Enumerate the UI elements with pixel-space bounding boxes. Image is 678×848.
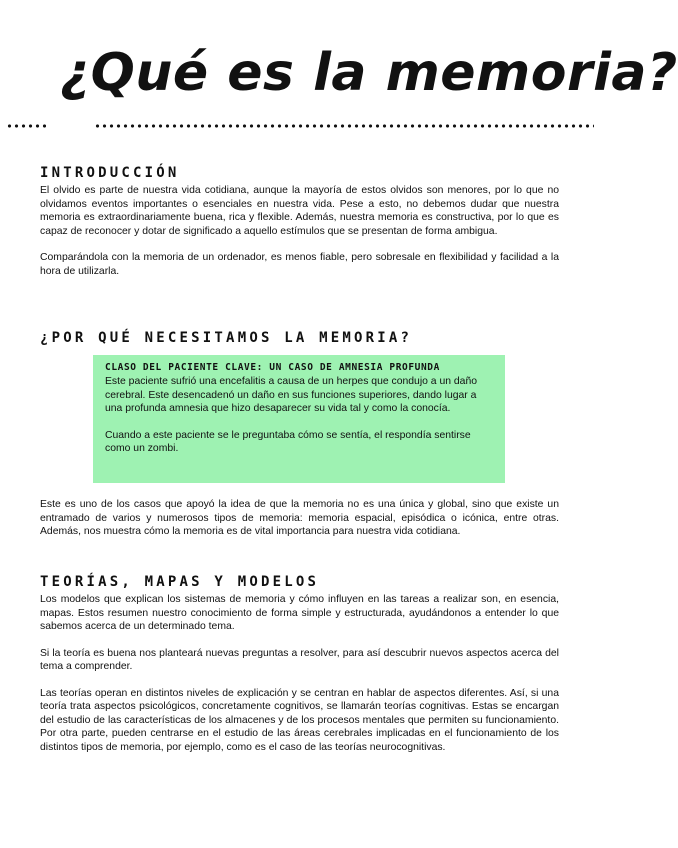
section-introduction xyxy=(40,165,559,278)
intro-paragraph-2: Comparándola con la memoria de un ordenador, es menos fiable, pero sobresale en flexibilidad y facilidad a la hora de utilizarla. xyxy=(40,252,559,277)
section-why-memory-body xyxy=(40,498,559,539)
callout-paragraph-1: Este paciente sufrió una encefalitis a causa de un herpes que condujo a un daño cerebral. Este desencadenó un daño en sus funciones superiores, dando lugar a una profunda amnesia que hizo desaparecer su vida tal y como la conocía. xyxy=(105,376,478,414)
section-heading-why-memory: ¿POR QUÉ NECESITAMOS LA MEMORIA? xyxy=(40,330,413,346)
callout-title: CLASO DEL PACIENTE CLAVE: UN CASO DE AMNESIA PROFUNDA xyxy=(105,362,440,373)
section-heading-theories: TEORÍAS, MAPAS Y MODELOS xyxy=(40,574,320,590)
theories-paragraph-2: Si la teoría es buena nos planteará nuevas preguntas a resolver, para así descubrir nuevos aspectos acerca del tema a comprender. xyxy=(40,647,559,672)
intro-paragraph-1: El olvido es parte de nuestra vida cotidiana, aunque la mayoría de estos olvidos son menores, por lo que no olvidamos eventos importantes o esenciales en nuestra vida. Pese a esto, no debemos dudar que nuestra memoria es extraordinariamente buena, rica y flexible. Además, nuestra memoria es constructiva, por lo que es capaz de reconocer y dotar de significado a aquello estímulos que se presentan de forma ambigua. xyxy=(40,185,559,237)
theories-paragraph-1: Los modelos que explican los sistemas de memoria y cómo influyen en las tareas a realizar son, en esencia, mapas. Estos resumen nuestro conocimiento de forma simple y estructurada, ayudándonos a entender lo que sabemos acerca de un determinado tema. xyxy=(40,594,559,632)
section-theories xyxy=(40,574,559,754)
why-paragraph-1: Este es uno de los casos que apoyó la idea de que la memoria no es una única y global, sino que existe un entramado de varios y numerosos tipos de memoria: memoria espacial, episódica o icónica, entre otras. Además, nos muestra cómo la memoria es de vital importancia para nuestra vida cotidiana. xyxy=(40,499,559,537)
section-why-memory xyxy=(40,330,559,349)
dotted-divider-right xyxy=(94,124,594,128)
theories-paragraph-3: Las teorías operan en distintos niveles de explicación y se centran en hablar de aspectos diferentes. Así, si una teoría trata aspectos psicológicos, concretamente cognitivos, se llamarán teorías cognitivas. Estas se encargan del estudio de las características de los almacenes y de los procesos mentales que permiten su funcionamiento. Por otra parte, pueden centrarse en el estudio de las áreas cerebrales implicadas en el funcionamiento de los distintos tipos de memoria, por ejemplo, como es el caso de las teorías neurocognitivas. xyxy=(40,687,559,753)
section-heading-introduction: INTRODUCCIÓN xyxy=(40,165,180,181)
dotted-divider-left xyxy=(6,124,46,128)
page-title: ¿Qué es la memoria? xyxy=(60,43,678,103)
callout-paragraph-2: Cuando a este paciente se le preguntaba cómo se sentía, el respondía sentirse como un zombi. xyxy=(105,429,471,454)
case-callout-box xyxy=(93,355,505,483)
